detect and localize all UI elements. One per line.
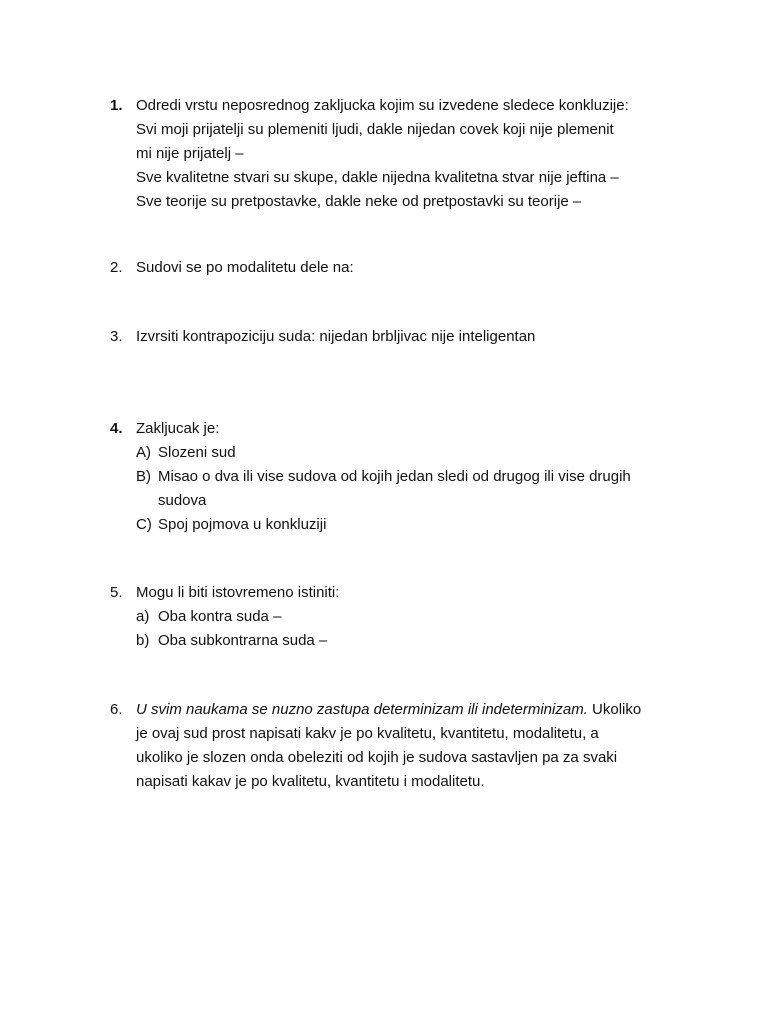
question-3	[110, 325, 690, 349]
question-1	[110, 94, 690, 214]
question-line: Sve kvalitetne stvari su skupe, dakle nijedna kvalitetna stvar nije jeftina –	[136, 169, 619, 186]
question-text	[136, 417, 690, 537]
answer-option-a	[136, 441, 690, 465]
option-line: Oba subkontrarna suda –	[158, 632, 328, 649]
option-line: Oba kontra suda –	[158, 608, 282, 625]
option-line: Slozeni sud	[158, 444, 236, 461]
question-line: Sve teorije su pretpostavke, dakle neke od pretpostavki su teorije –	[136, 193, 582, 210]
question-line	[136, 698, 690, 722]
answer-options	[136, 441, 690, 537]
question-4	[110, 417, 690, 537]
question-number: 1.	[110, 97, 123, 114]
answer-options	[136, 605, 690, 653]
question-text	[136, 698, 690, 794]
question-5	[110, 581, 690, 653]
question-text	[136, 256, 690, 280]
question-line: je ovaj sud prost napisati kakv je po kvalitetu, kvantitetu, modalitetu, a	[136, 725, 599, 742]
question-line: Mogu li biti istovremeno istiniti:	[136, 584, 340, 601]
question-line: Zakljucak je:	[136, 420, 220, 437]
question-2	[110, 256, 690, 280]
option-marker: B)	[136, 468, 151, 485]
question-6	[110, 698, 690, 794]
question-line: Odredi vrstu neposrednog zakljucka kojim su izvedene sledece konkluzije:	[136, 97, 629, 114]
italic-statement: U svim naukama se nuzno zastupa determinizam ili indeterminizam.	[136, 701, 588, 718]
option-marker: a)	[136, 608, 150, 625]
option-marker: b)	[136, 632, 150, 649]
question-number: 4.	[110, 420, 123, 437]
question-line-rest: Ukoliko	[587, 701, 642, 718]
answer-option-a	[136, 605, 690, 629]
question-line: mi nije prijatelj –	[136, 145, 244, 162]
question-line: Sudovi se po modalitetu dele na:	[136, 259, 354, 276]
option-line: sudova	[158, 492, 207, 509]
question-line: napisati kakav je po kvalitetu, kvantitetu i modalitetu.	[136, 773, 485, 790]
question-number: 6.	[110, 701, 123, 718]
question-text	[136, 94, 690, 214]
question-line: Izvrsiti kontrapoziciju suda: nijedan brbljivac nije inteligentan	[136, 328, 536, 345]
question-number: 5.	[110, 584, 123, 601]
option-marker: C)	[136, 516, 152, 533]
option-line: Spoj pojmova u konkluziji	[158, 516, 327, 533]
option-line: Misao o dva ili vise sudova od kojih jedan sledi od drugog ili vise drugih	[158, 468, 631, 485]
option-marker: A)	[136, 444, 151, 461]
answer-option-b	[136, 465, 690, 513]
question-number: 2.	[110, 259, 123, 276]
question-text	[136, 325, 690, 349]
question-line: ukoliko je slozen onda obeleziti od kojih je sudova sastavljen pa za svaki	[136, 749, 618, 766]
answer-option-b	[136, 629, 690, 653]
question-text	[136, 581, 690, 653]
question-number: 3.	[110, 328, 123, 345]
question-line: Svi moji prijatelji su plemeniti ljudi, dakle nijedan covek koji nije plemenit	[136, 121, 614, 138]
answer-option-c	[136, 513, 690, 537]
